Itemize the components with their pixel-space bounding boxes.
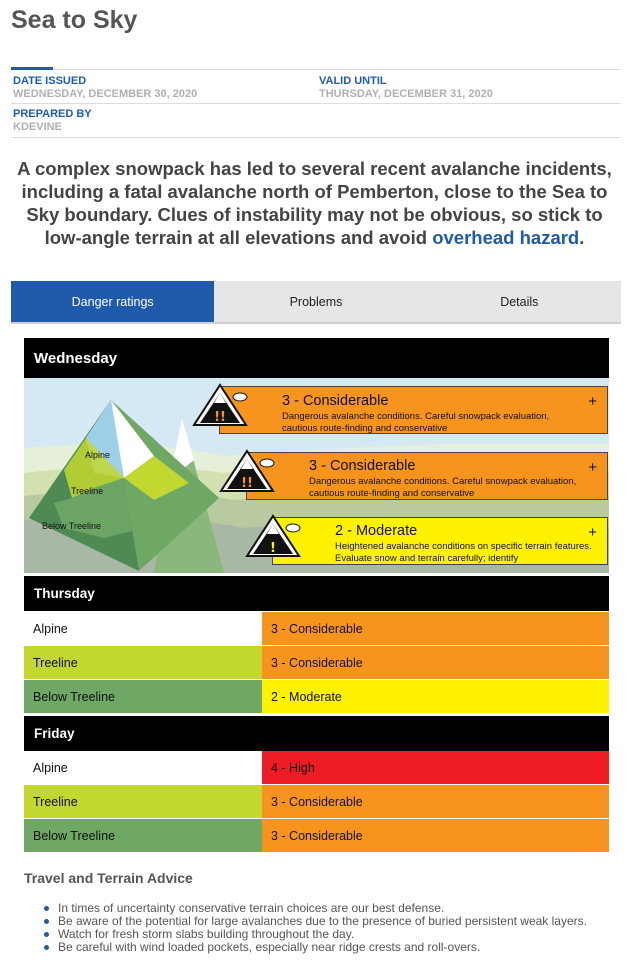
elevation-cell: Below Treeline (24, 819, 262, 852)
rating-title-treeline: 3 - Considerable (309, 458, 416, 474)
valid-until-value: THURSDAY, DECEMBER 31, 2020 (319, 88, 493, 100)
valid-until-label: VALID UNTIL (319, 75, 387, 87)
rating-cell: 3 - Considerable (262, 646, 609, 679)
rating-box-below-treeline[interactable] (272, 517, 608, 565)
rating-desc-alpine: Dangerous avalanche conditions. Careful snowpack evaluation, cautious route-finding and conservative (282, 411, 550, 434)
page-title: Sea to Sky (11, 6, 138, 34)
rating-row (24, 646, 609, 680)
expand-icon[interactable]: + (588, 393, 597, 410)
highlight-tail: . (579, 227, 585, 248)
rating-cell: 3 - Considerable (262, 819, 609, 852)
rating-desc-treeline: Dangerous avalanche conditions. Careful snowpack evaluation, cautious route-finding and conservative (309, 476, 577, 499)
svg-text:!: ! (270, 541, 276, 556)
forecast-highlight (14, 157, 615, 249)
expand-icon[interactable]: + (588, 459, 597, 476)
danger-level-icon (245, 514, 301, 558)
rating-title-alpine: 3 - Considerable (282, 393, 389, 409)
elevation-label-alpine: Alpine (85, 450, 111, 460)
day-header-wednesday: Wednesday (24, 338, 609, 378)
rating-row (24, 819, 609, 853)
list-item: Watch for fresh storm slabs building throughout the day. (44, 928, 604, 941)
rating-cell: 4 - High (262, 751, 609, 784)
prepared-by-label: PREPARED BY (13, 108, 92, 120)
tab-problems[interactable]: Problems (289, 294, 343, 309)
elevation-cell: Treeline (24, 646, 262, 679)
day-header-thursday: Thursday (24, 576, 609, 611)
day-header-friday: Friday (24, 716, 609, 751)
elevation-cell: Below Treeline (24, 680, 262, 713)
meta-middle-rule (11, 103, 621, 104)
danger-level-icon (192, 383, 248, 427)
rating-box-alpine[interactable] (219, 386, 608, 434)
meta-accent-bar (11, 67, 53, 70)
svg-text:!!: !! (214, 410, 226, 425)
danger-rating-graphic (24, 378, 609, 573)
rating-row (24, 785, 609, 819)
forecast-tabs (11, 281, 621, 324)
rating-row (24, 612, 609, 646)
rating-row (24, 751, 609, 785)
list-item: Be careful with wind loaded pockets, especially near ridge crests and roll-overs. (44, 941, 604, 954)
travel-advice-heading: Travel and Terrain Advice (24, 870, 193, 886)
meta-bottom-rule (11, 137, 621, 138)
rating-cell: 3 - Considerable (262, 612, 609, 645)
prepared-by-value: KDEVINE (13, 121, 62, 133)
elevation-label-below-treeline: Below Treeline (42, 521, 102, 531)
tab-details[interactable]: Details (500, 294, 539, 309)
elevation-cell: Alpine (24, 612, 262, 645)
list-item: Be aware of the potential for large avalanches due to the presence of buried persistent weak layers. (44, 915, 604, 928)
tab-danger-ratings[interactable]: Danger ratings (11, 281, 214, 322)
expand-icon[interactable]: + (588, 524, 597, 541)
elevation-label-treeline: Treeline (71, 486, 104, 496)
elevation-cell: Alpine (24, 751, 262, 784)
rating-cell: 3 - Considerable (262, 785, 609, 818)
date-issued-label: DATE ISSUED (13, 75, 87, 87)
highlight-text: A complex snowpack has led to several recent avalanche incidents, including a fatal avalanche north of Pemberton, close to the Sea to Sky boundary. Clues of instability may not be obvious, so stick to low-angle terrain at all elevations and avoid (17, 158, 612, 248)
rating-box-treeline[interactable] (246, 452, 608, 500)
rating-desc-below-treeline: Heightened avalanche conditions on specific terrain features. Evaluate snow and terrain carefully; identify (335, 541, 592, 564)
svg-text:!!: !! (241, 476, 253, 491)
overhead-hazard-link[interactable]: overhead hazard (432, 227, 580, 248)
rating-row (24, 680, 609, 714)
travel-advice-list (44, 902, 604, 954)
date-issued-value: WEDNESDAY, DECEMBER 30, 2020 (13, 88, 198, 100)
rating-title-below-treeline: 2 - Moderate (335, 523, 418, 539)
elevation-cell: Treeline (24, 785, 262, 818)
danger-level-icon (219, 449, 275, 493)
meta-top-rule (11, 69, 621, 70)
list-item: In times of uncertainty conservative terrain choices are our best defense. (44, 902, 604, 915)
rating-cell: 2 - Moderate (262, 680, 609, 713)
